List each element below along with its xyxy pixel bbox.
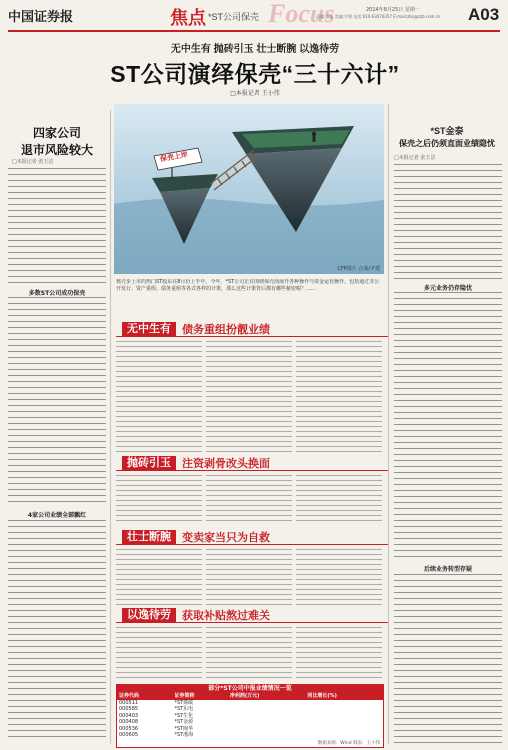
left-body-text-3: [8, 520, 106, 742]
cell-name: *ST生化: [174, 712, 194, 719]
left-feature-title-line1: 四家公司: [32, 126, 81, 140]
headline-main: ST公司演绎保壳“三十六计”: [110, 61, 400, 87]
section-label: 焦点: [170, 8, 206, 28]
section-1-col-3: [296, 341, 382, 453]
feature-illustration: [114, 104, 384, 274]
section-3-col-3: [296, 549, 382, 605]
header-rule: [8, 30, 500, 32]
right-feature-byline: □本报记者 张玉洁: [394, 155, 436, 161]
right-column-divider: [388, 104, 389, 744]
cell-code: 000536: [119, 725, 139, 732]
left-body-text-1: [8, 168, 106, 286]
cell-code: 000605: [119, 732, 139, 738]
left-subhead-2: 4家公司业绩全部飘红: [27, 512, 87, 519]
cell-code: 000403: [119, 712, 139, 719]
cell-growth: [305, 732, 383, 739]
left-column-divider: [110, 110, 111, 744]
section-2-title: 注资剥骨改头换面: [182, 458, 270, 470]
cell-name: *ST渤海: [174, 732, 194, 738]
cell-code: 000408: [119, 719, 139, 725]
cell-code: 000511: [119, 699, 139, 706]
table-row: [117, 732, 383, 739]
section-2-col-2: [206, 475, 292, 525]
right-body-text-2: [394, 292, 502, 560]
illustration-caption: CFP图片 合成/尹建: [337, 266, 380, 272]
stock-table-title: 部分*ST公司中报业绩情况一览: [117, 685, 383, 693]
section-3-col-2: [206, 549, 292, 605]
left-body-text-2: [8, 297, 106, 507]
section-bar-3: [116, 530, 388, 545]
lead-paragraph: 核壳步上市的热门ST股东在8月份上半年，今年，*ST公司正在围绕保壳而展开各种操作与资金运营操作，包括通过非公开发行、资产重组、债务重组等各式各样的计策，那么这些计策背后都有哪些秘密呢？……: [116, 279, 380, 292]
headline-byline: □本报记者 王小伟: [230, 90, 280, 97]
section-2-tag: 抛砖引玉: [122, 456, 176, 470]
section-1-title: 债务重组扮靓业绩: [182, 324, 270, 336]
right-body-text-1: [394, 164, 502, 280]
left-feature-title: [12, 124, 102, 158]
stock-table-box: [116, 684, 384, 748]
section-1-tag: 无中生有: [122, 322, 176, 336]
right-feature-title: 保壳之后仍须直面业绩隐忧: [399, 139, 495, 148]
stock-table: [117, 693, 383, 739]
right-subhead-2: 后续业务转型存疑: [423, 566, 472, 573]
right-feature-kicker: *ST金泰: [430, 126, 464, 136]
cell-name: *ST东电: [174, 706, 194, 712]
right-subhead-1: 多元业务仍存隐忧: [423, 285, 472, 292]
left-feature-byline: □本报记者 张玉洁: [12, 159, 54, 165]
headline-kicker: 无中生有 抛砖引玉 壮士断腕 以逸待劳: [170, 44, 340, 55]
left-subhead-1: 多数ST公司成功保壳: [28, 290, 86, 297]
col-header-code: 证券代码: [117, 693, 172, 700]
illustration-sign-text: 保壳上岸: [159, 150, 189, 164]
section-bar-2: [116, 456, 388, 471]
section-4-col-1: [116, 627, 202, 681]
illustration-svg: [114, 104, 384, 274]
section-watermark: Focus: [268, 0, 335, 28]
right-body-text-3: [394, 574, 502, 744]
stock-table-footer: 数据来源：Wind 制表：王小伟: [317, 741, 380, 746]
masthead: [0, 0, 508, 30]
section-2-col-1: [116, 475, 202, 525]
section-bar-4: [116, 608, 388, 623]
cell-code: 000585: [119, 706, 139, 712]
section-bar-1: [116, 322, 388, 337]
col-header-name: 证券简称: [172, 693, 227, 700]
section-2-col-3: [296, 475, 382, 525]
col-header-profit: 净利润(万元): [228, 693, 306, 700]
cell-profit: [228, 732, 306, 739]
section-4-title: 获取补贴熬过难关: [182, 610, 270, 622]
section-4-tag: 以逸待劳: [122, 608, 176, 622]
paper-name: 中国证券报: [8, 9, 74, 24]
section-4-col-3: [296, 627, 382, 681]
section-1-col-2: [206, 341, 292, 453]
page-code: A03: [468, 5, 500, 24]
section-3-title: 变卖家当只为自救: [182, 532, 270, 544]
cell-name: *ST闽华: [174, 725, 194, 732]
section-1-col-1: [116, 341, 202, 453]
editor-line: 责编:张昊 美编:尹建 电话:010-63070357 E-mail:zbs@zzb.com.cn: [316, 14, 441, 19]
cell-name: *ST烯碳: [174, 699, 194, 706]
section-3-col-1: [116, 549, 202, 605]
cell-name: *ST金源: [174, 719, 194, 725]
left-feature-title-line2: 退市风险较大: [20, 143, 93, 157]
col-header-growth: 同比增长(%): [305, 693, 383, 700]
section-4-col-2: [206, 627, 292, 681]
date-line: 2014年8月25日 星期一: [366, 7, 420, 13]
section-3-tag: 壮士断腕: [122, 530, 176, 544]
section-sublabel: *ST公司保壳: [208, 12, 260, 22]
